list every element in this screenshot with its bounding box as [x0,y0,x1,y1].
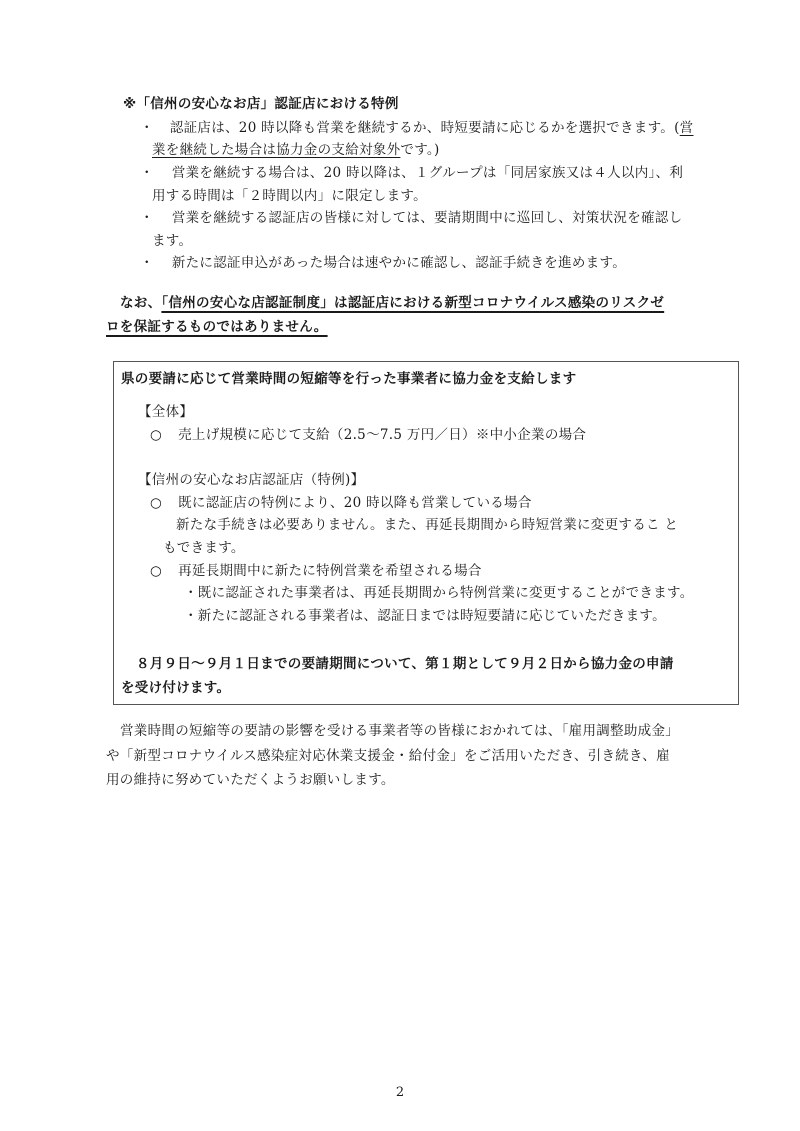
box-title: 県の要請に応じて営業時間の短縮等を行った事業者に協力金を支給します [121,371,577,387]
section-overall-heading: 【全体】 [138,404,194,420]
special-item-1-cont-2: もできます。 [163,540,245,556]
page-number: 2 [395,1085,405,1100]
bullet-1-text: 認証店は、20 時以降も営業を継続するか、時短要請に応じるかを選択できます。( [169,120,680,136]
bullet-2-cont: 用する時間は「２時間以内」に限定します。 [152,188,427,204]
special-item-1-cont: 新たな手続きは必要ありません。また、再延長期間から時短営業に変更するこ と [176,517,679,533]
circle-icon: ○ [150,427,163,443]
footer-line-2: や「新型コロナウイルス感染症対応休業支援金・給付金」をご活用いただき、引き続き、雇 [106,748,670,764]
notice-prefix: なお、 [120,295,162,311]
bullet-mark: ・ [140,165,154,181]
notice-line-1 [120,294,664,312]
special-item-2 [150,562,482,580]
footer-line-1: 営業時間の短縮等の要請の影響を受ける事業者等の皆様におかれては、「雇用調整助成金」 [120,723,680,739]
special-heading: ※「信州の安心なお店」認証店における特例 [123,96,399,112]
notice-line-2 [106,318,328,336]
bullet-1 [140,119,693,137]
bullet-4-text: 新たに認証申込があった場合は速やかに確認し、認証手続きを進めます。 [171,255,626,271]
bullet-1-cont [152,141,440,159]
bullet-3-cont: ます。 [152,233,193,249]
footer-line-3: 用の維持に努めていただくようお願いします。 [106,772,395,788]
notice-underlined-2: ロを保証するものではありません。 [106,319,328,335]
bullet-1-underlined: 業を継続した場合は協力金の支給対象外 [152,142,401,158]
section-overall-text: 売上げ規模に応じて支給（2.5～7.5 万円／日）※中小企業の場合 [178,427,587,443]
bullet-3-text: 営業を継続する認証店の皆様に対しては、要請期間中に巡回し、対策状況を確認し [171,210,683,226]
bullet-2-text: 営業を継続する場合は、20 時以降は、１グループは「同居家族又は４人以内」、利 [171,165,684,181]
bullet-2 [140,164,683,182]
bullet-4 [140,254,626,272]
notice-underlined: 「信州の安心な店認証制度」は認証店における新型コロナウイルス感染のリスクゼ [161,295,665,311]
bullet-1-underlined-start: 営 [679,120,694,136]
special-item-1-text: 既に認証店の特例により、20 時以降も営業している場合 [178,495,532,511]
bullet-mark: ・ [140,255,154,271]
special-item-1 [150,494,532,512]
section-special-heading: 【信州の安心なお店認証店（特例)】 [138,472,365,488]
bullet-mark: ・ [140,210,154,226]
bullet-1-tail: です。) [400,142,440,158]
circle-icon: ○ [150,495,163,511]
circle-icon: ○ [150,563,163,579]
special-sub-2: ・新たに認証される事業者は、認証日までは時短要請に応じていただきます。 [184,608,666,624]
bullet-3 [140,209,682,227]
special-item-2-text: 再延長期間中に新たに特例営業を希望される場合 [178,563,482,579]
box-closing-line-1: ８月９日～９月１日までの要請期間について、第１期として９月２日から協力金の申請 [136,656,674,672]
special-sub-1: ・既に認証された事業者は、再延長期間から特例営業に変更することができます。 [184,585,694,601]
bullet-mark: ・ [140,120,154,136]
section-overall-item [150,426,586,444]
box-closing-line-2: を受け付けます。 [121,680,231,696]
